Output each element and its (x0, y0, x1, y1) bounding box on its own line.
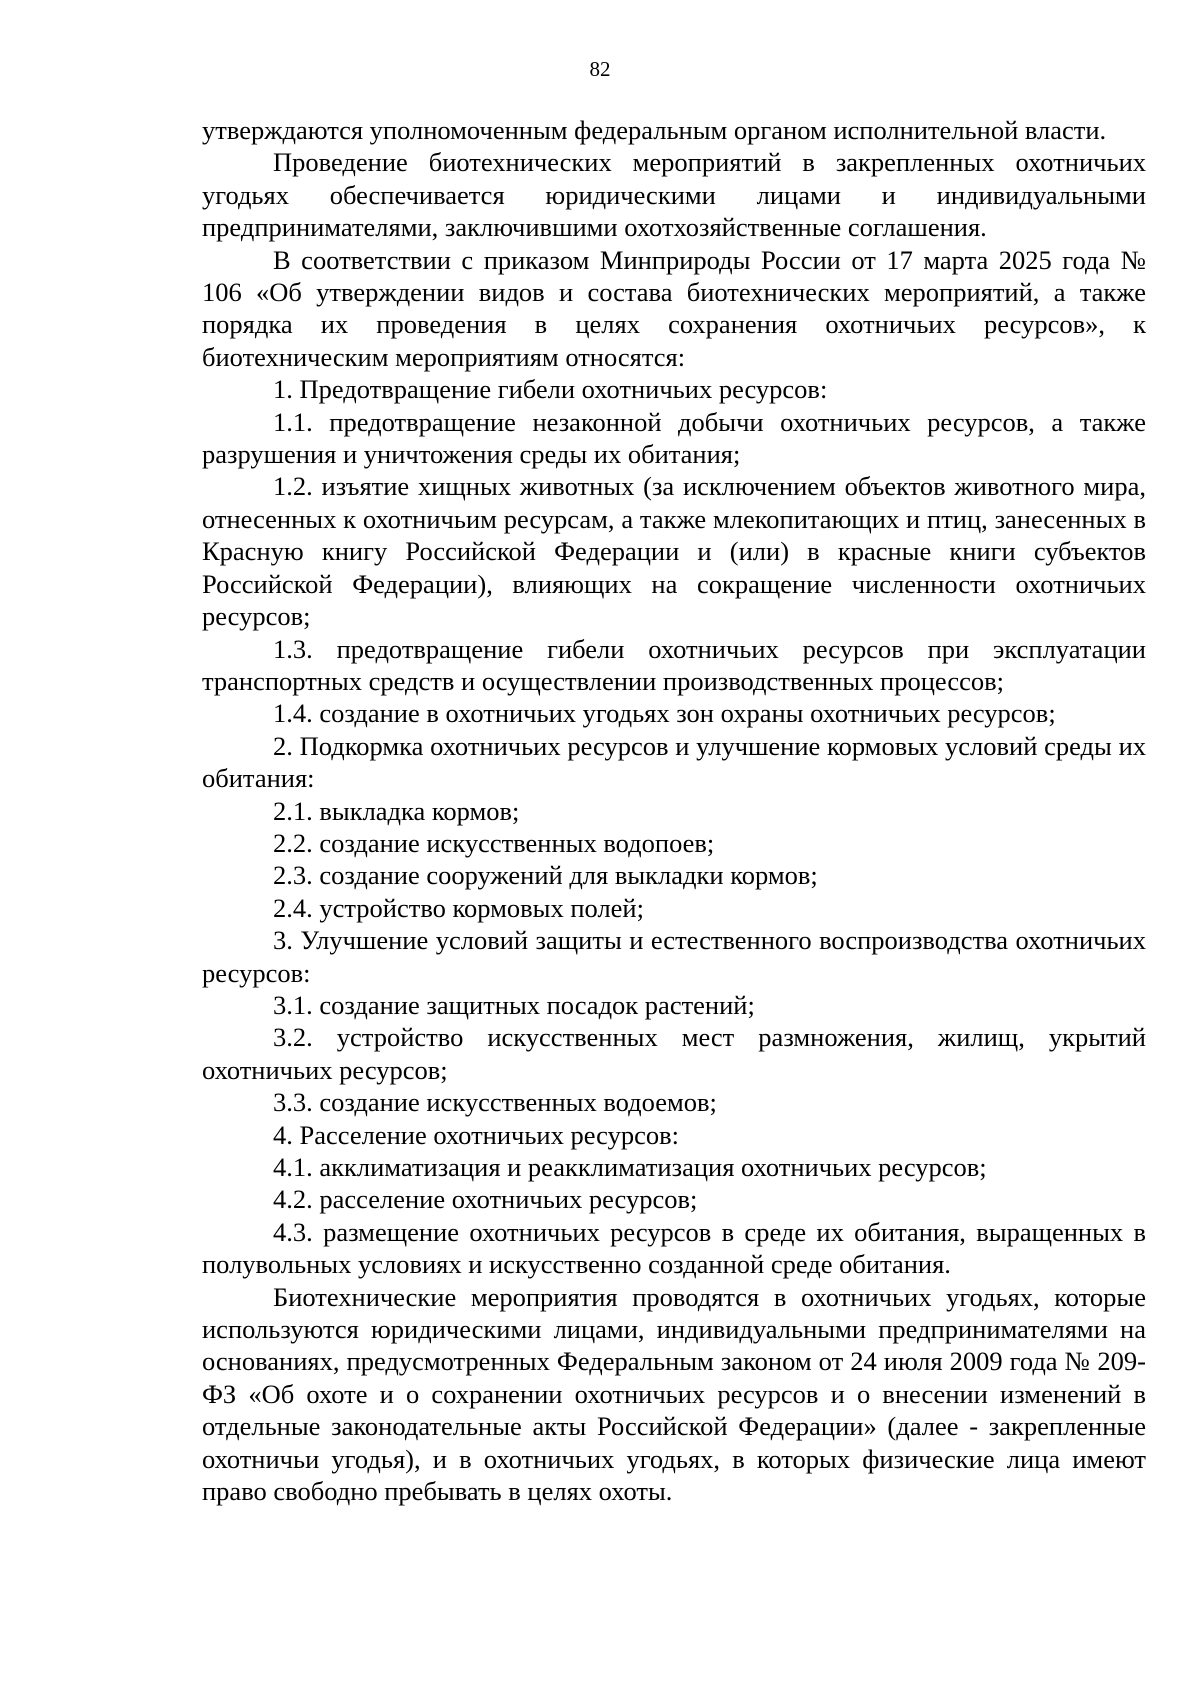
list-item-2-4: 2.4. устройство кормовых полей; (273, 892, 644, 923)
paragraph-intro-biotech: Проведение биотехнических мероприятий в закрепленных охотничьих угодьях обеспечивается юридическими лицами и индивидуальными предпринимателями, заключившими охотхозяйственные соглашения. (202, 147, 1146, 243)
list-item-2-2: 2.2. создание искусственных водопоев; (273, 827, 715, 858)
paragraph-order-reference: В соответствии с приказом Минприроды России от 17 марта 2025 года № 106 «Об утверждении видов и состава биотехнических мероприятий, а также порядка их проведения в целях сохранения охотничьих ресурсов», к биотехническим мероприятиям относятся: (202, 244, 1146, 372)
list-item-3: 3. Улучшение условий защиты и естественного воспроизводства охотничьих ресурсов: (202, 925, 1146, 988)
list-item-2: 2. Подкормка охотничьих ресурсов и улучшение кормовых условий среды их обитания: (202, 730, 1146, 794)
list-item-1-2: 1.2. изъятие хищных животных (за исключением объектов животного мира, отнесенных к охотничьим ресурсам, а также млекопитающих и птиц, занесенных в Красную книгу Российской Федерации и (или) в красные книги субъектов Российской Федерации), влияющих на сокращение численности охотничьих ресурсов; (202, 471, 1146, 632)
paragraph-continuation: утверждаются уполномоченным федеральным органом исполнительной власти. (202, 115, 1107, 145)
list-item-1-3: 1.3. предотвращение гибели охотничьих ресурсов при эксплуатации транспортных средств и осуществлении производственных процессов; (202, 633, 1146, 696)
list-item-2-1: 2.1. выкладка кормов; (273, 795, 520, 826)
paragraph-closing: Биотехнические мероприятия проводятся в охотничьих угодьях, которые используются юридическими лицами, индивидуальными предпринимателями на основаниях, предусмотренных Федеральным законом от 24 июля 2009 года № 209-ФЗ «Об охоте и о сохранении охотничьих ресурсов и о внесении изменений в отдельные законодательные акты Российской Федерации» (далее - закрепленные охотничьи угодья), и в охотничьих угодьях, в которых физические лица имеют право свободно пребывать в целях охоты. (202, 1281, 1146, 1507)
list-item-4-3: 4.3. размещение охотничьих ресурсов в среде их обитания, выращенных в полувольных условиях и искусственно созданной среде обитания. (202, 1216, 1146, 1280)
list-item-1: 1. Предотвращение гибели охотничьих ресурсов: (273, 374, 828, 405)
list-item-3-3: 3.3. создание искусственных водоемов; (273, 1087, 717, 1118)
document-body (202, 114, 1146, 1507)
list-item-3-1: 3.1. создание защитных посадок растений; (273, 989, 755, 1020)
list-item-4: 4. Расселение охотничьих ресурсов: (273, 1119, 679, 1150)
list-item-1-1: 1.1. предотвращение незаконной добычи охотничьих ресурсов, а также разрушения и уничтожения среды их обитания; (202, 406, 1146, 470)
list-item-2-3: 2.3. создание сооружений для выкладки кормов; (273, 860, 818, 891)
list-item-4-2: 4.2. расселение охотничьих ресурсов; (273, 1184, 698, 1215)
page-number: 82 (589, 57, 611, 81)
list-item-4-1: 4.1. акклиматизация и реакклиматизация охотничьих ресурсов; (273, 1152, 987, 1182)
list-item-3-2: 3.2. устройство искусственных мест размножения, жилищ, укрытий охотничьих ресурсов; (202, 1022, 1146, 1085)
list-item-1-4: 1.4. создание в охотничьих угодьях зон охраны охотничьих ресурсов; (273, 698, 1056, 729)
